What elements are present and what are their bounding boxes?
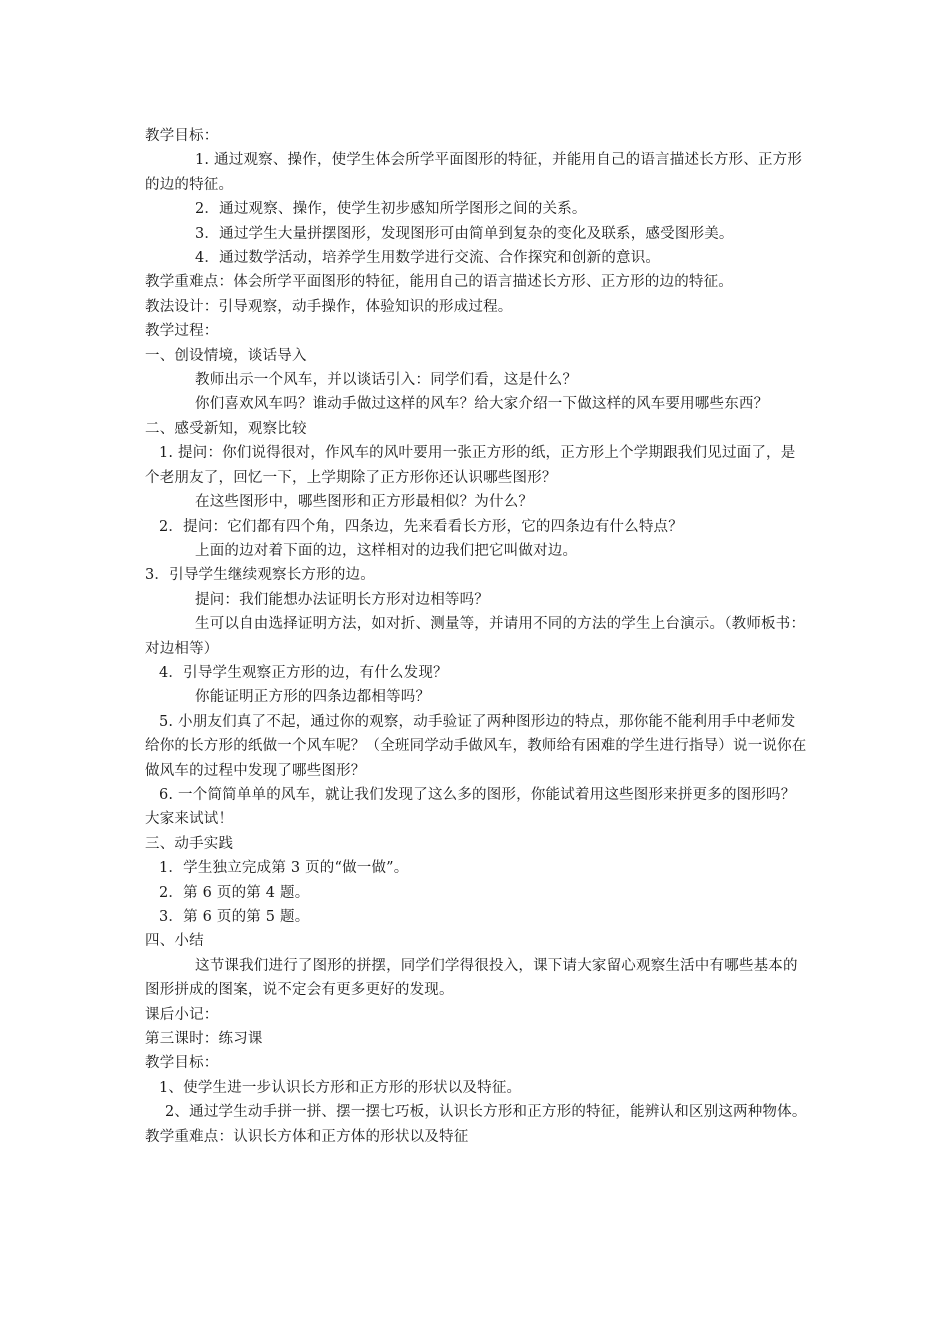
paragraph: 生可以自由选择证明方法，如对折、测量等，并请用不同的方法的学生上台演示。（教师板书：对边相等） — [145, 616, 806, 657]
list-item: 2．第 6 页的第 4 题。 — [159, 884, 310, 901]
goal-item-1: 1. 通过观察、操作，使学生体会所学平面图形的特征，并能用自己的语言描述长方形、正方形的边的特征。 — [145, 152, 803, 193]
heading-teaching-goals-2: 教学目标： — [145, 1055, 219, 1072]
paragraph: 你能证明正方形的四条边都相等吗？ — [195, 689, 431, 706]
section-3-heading: 三、动手实践 — [145, 835, 234, 852]
list-item: 3．第 6 页的第 5 题。 — [159, 909, 310, 925]
list-item: 4．引导学生观察正方形的边，有什么发现？ — [159, 664, 448, 681]
paragraph: 在这些图形中，哪些图形和正方形最相似？为什么？ — [195, 494, 534, 511]
paragraph: 教师出示一个风车，并以谈话引入：同学们看，这是什么？ — [195, 372, 578, 389]
goal-item-4: 4．通过数学活动，培养学生用数学进行交流、合作探究和创新的意识。 — [195, 250, 661, 267]
list-item: 1．学生独立完成第 3 页的“做一做”。 — [159, 860, 409, 877]
heading-teaching-goals: 教学目标： — [145, 128, 219, 144]
list-item: 2．提问：它们都有四个角，四条边，先来看看长方形，它的四条边有什么特点？ — [159, 518, 683, 535]
paragraph: 这节课我们进行了图形的拼摆，同学们学得很投入，课下请大家留心观察生活中有哪些基本的图形拼成的图案，说不定会有更多更好的发现。 — [145, 957, 798, 999]
list-item: 1. 提问：你们说得很对，作风车的风叶要用一张正方形的纸，正方形上个学期跟我们见过面了，是个老朋友了，回忆一下，上学期除了正方形你还认识哪些图形？ — [145, 445, 796, 486]
list-item: 2、通过学生动手拼一拼、摆一摆七巧板，认识长方形和正方形的特征，能辨认和区别这两种物体。 — [165, 1104, 807, 1121]
section-1-heading: 一、创设情境，谈话导入 — [145, 347, 307, 364]
section-4-heading: 四、小结 — [145, 933, 204, 950]
paragraph: 上面的边对着下面的边，这样相对的边我们把它叫做对边。 — [195, 542, 578, 559]
list-item: 5. 小朋友们真了不起，通过你的观察，动手验证了两种图形边的特点，那你能不能利用手中老师发给你的长方形的纸做一个风车呢？（全班同学动手做风车，教师给有困难的学生进行指导）说一说你在做风车的过程中发现了哪些图形？ — [145, 713, 807, 779]
method-design: 教法设计：引导观察，动手操作，体验知识的形成过程。 — [145, 298, 513, 315]
key-difficulty-2: 教学重难点：认识长方体和正方体的形状以及特征 — [145, 1128, 469, 1145]
document-body — [145, 124, 810, 1149]
list-item: 6. 一个简简单单的风车，就让我们发现了这么多的图形，你能试着用这些图形来拼更多的图形吗？大家来试试！ — [145, 786, 796, 828]
paragraph: 你们喜欢风车吗？谁动手做过这样的风车？给大家介绍一下做这样的风车要用哪些东西？ — [195, 396, 769, 413]
key-difficulty: 教学重难点：体会所学平面图形的特征，能用自己的语言描述长方形、正方形的边的特征。 — [145, 274, 733, 291]
lesson-3-title: 第三课时：练习课 — [145, 1031, 263, 1048]
goal-item-2: 2．通过观察、操作，使学生初步感知所学图形之间的关系。 — [195, 201, 587, 218]
section-2-heading: 二、感受新知，观察比较 — [145, 420, 307, 437]
after-class-notes: 课后小记： — [145, 1006, 219, 1023]
goal-item-3: 3．通过学生大量拼摆图形，发现图形可由简单到复杂的变化及联系，感受图形美。 — [195, 225, 734, 242]
list-item: 3．引导学生继续观察长方形的边。 — [145, 567, 375, 584]
paragraph: 提问：我们能想办法证明长方形对边相等吗？ — [195, 591, 489, 608]
heading-teaching-process: 教学过程： — [145, 323, 219, 340]
list-item: 1、使学生进一步认识长方形和正方形的形状以及特征。 — [159, 1079, 522, 1096]
